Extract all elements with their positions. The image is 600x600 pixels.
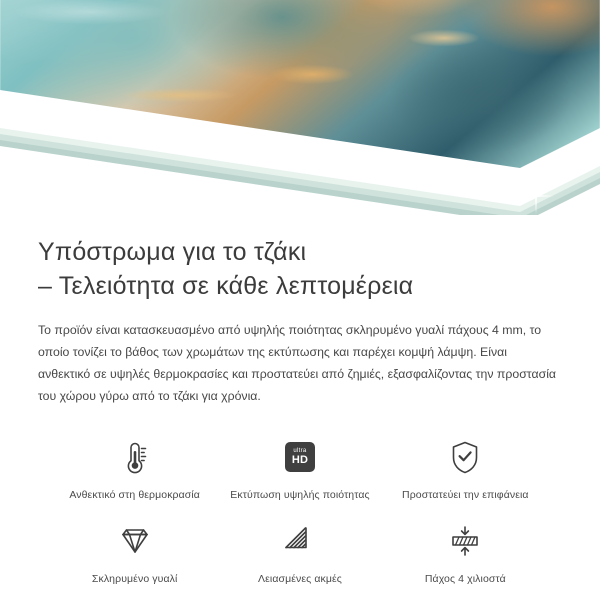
feature-label: Πάχος 4 χιλιοστά: [424, 573, 506, 585]
polished-edges-icon: [281, 517, 319, 565]
feature-item: [217, 429, 382, 507]
page-title: Υπόστρωμα για το τζάκι – Τελειότητα σε κάθε λεπτομέρεια: [38, 238, 414, 300]
badge-top-label: ultra: [293, 448, 307, 454]
feature-item: [217, 513, 382, 591]
feature-item: [383, 429, 548, 507]
sparkle-small-icon: [538, 160, 564, 186]
feature-item: [383, 513, 548, 591]
thickness-arrows-icon: [445, 517, 485, 565]
thermometer-icon: [117, 433, 153, 481]
feature-label: Σκληρυμένο γυαλί: [91, 573, 178, 585]
feature-label: Προστατεύει την επιφάνεια: [402, 489, 529, 501]
feature-grid: [38, 429, 562, 591]
ultra-hd-badge-icon: [285, 433, 315, 481]
feature-label: Λειασμένες ακμές: [258, 573, 342, 585]
feature-item: [52, 513, 217, 591]
feature-item: [52, 429, 217, 507]
feature-label: Ανθεκτικό στη θερμοκρασία: [69, 489, 200, 501]
feature-label: Εκτύπωση υψηλής ποιότητας: [230, 489, 370, 501]
hero-image: [0, 0, 600, 215]
shield-check-icon: [447, 433, 483, 481]
description-text: Το προϊόν είναι κατασκευασμένο από υψηλής ποιότητας σκληρυμένο γυαλί πάχους 4 mm, το οποίο τονίζει το βάθος των χρωμάτων της εκτύπωσης και παρέχει κομψή λάμψη. Είναι ανθεκτικό σε υψηλές θερμοκρασίες και προστατεύει από ζημιές, εξασφαλίζοντας την προστασία του χώρου γύρω από το τζάκι για χρόνια.: [38, 323, 557, 403]
badge-bottom-label: HD: [291, 454, 309, 466]
content-block: [0, 215, 600, 591]
diamond-icon: [115, 517, 155, 565]
